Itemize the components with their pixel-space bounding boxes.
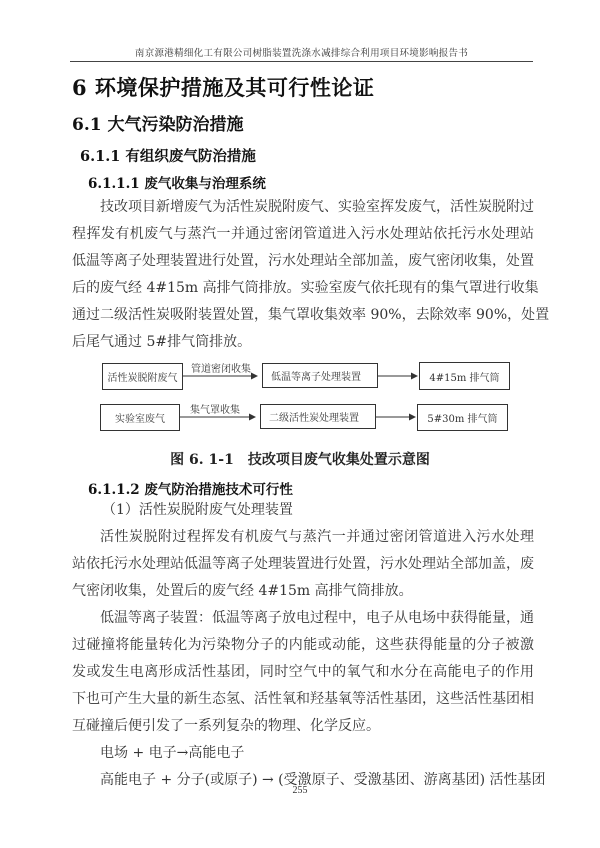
running-header: 南京源港精细化工有限公司树脂装置洗涤水减排综合利用项目环境影响报告书 xyxy=(134,48,469,59)
box-treatment-plasma: 低温等离子处理装置 xyxy=(262,363,378,388)
text-line: 活性炭脱附过程挥发有机废气与蒸汽一并通过密闭管道进入污水处理 xyxy=(100,529,534,545)
text-line: 下也可产生大量的新生态氢、活性氧和羟基氧等活性基团，这些活性基团相 xyxy=(72,691,534,707)
box-source-desorption: 活性炭脱附废气 xyxy=(102,363,183,390)
chapter-title: 6 环境保护措施及其可行性论证 xyxy=(72,75,375,100)
text-line: 互碰撞后便引发了一系列复杂的物理、化学反应。 xyxy=(72,718,380,734)
arrow-label-pipe: 管道密闭收集 xyxy=(191,364,251,375)
text-line: 发或发生电离形成活性基团，同时空气中的氧气和水分在高能电子的作用 xyxy=(72,664,534,680)
arrow-label-hood: 集气罩收集 xyxy=(190,405,240,416)
subsubsection-heading-feasibility: 6.1.1.2 废气防治措施技术可行性 xyxy=(88,482,293,498)
text-line: 后的废气经 4#15m 高排气筒排放。实验室废气依托现有的集气罩进行收集 xyxy=(72,280,539,296)
text-line: 过碰撞将能量转化为污染物分子的内能或动能，这些获得能量的分子被激 xyxy=(72,637,534,653)
box-outlet-5: 5#30m 排气筒 xyxy=(417,404,508,431)
box-outlet-4: 4#15m 排气筒 xyxy=(419,362,510,390)
text-line: 程挥发有机废气与蒸汽一并通过密闭管道进入污水处理站依托污水处理站 xyxy=(72,226,534,242)
subsubsection-heading-collection: 6.1.1.1 废气收集与治理系统 xyxy=(88,176,266,192)
text-line: 通过二级活性炭吸附装置处置，集气罩收集效率 90%，去除效率 90%，处置 xyxy=(72,307,550,323)
section2-body xyxy=(72,497,546,794)
equation-1: 电场 + 电子→高能电子 xyxy=(100,745,245,761)
item-heading: （1）活性炭脱附废气处理装置 xyxy=(102,502,293,518)
box-treatment-carbon: 二级活性炭处理装置 xyxy=(260,404,376,429)
text-line: 低温等离子处理装置进行处置，污水处理站全部加盖，废气密闭收集，处置 xyxy=(72,253,534,269)
text-line: 低温等离子装置：低温等离子放电过程中，电子从电场中获得能量，通 xyxy=(100,610,534,626)
subsection-heading: 6.1.1 有组织废气防治措施 xyxy=(80,148,256,165)
text-line: 技改项目新增废气为活性炭脱附废气、实验室挥发废气，活性炭脱附过 xyxy=(100,199,534,215)
text-line: 后尾气通过 5#排气筒排放。 xyxy=(72,334,252,350)
section-heading: 6.1 大气污染防治措施 xyxy=(72,115,244,135)
text-line: 站依托污水处理站低温等离子处理装置进行处置，污水处理站全部加盖，废 xyxy=(72,556,534,572)
text-line: 气密闭收集，处置后的废气经 4#15m 高排气筒排放。 xyxy=(72,583,413,599)
equation-2: 高能电子 + 分子(或原子) → (受激原子、受激基团、游离基团) 活性基团 xyxy=(100,772,546,788)
box-source-lab: 实验室废气 xyxy=(100,404,180,431)
figure-caption: 图 6. 1-1 技改项目废气收集处置示意图 xyxy=(170,452,430,468)
paragraph-collection-system xyxy=(72,194,550,356)
page-number: 255 xyxy=(292,785,308,796)
header-divider xyxy=(70,61,533,62)
